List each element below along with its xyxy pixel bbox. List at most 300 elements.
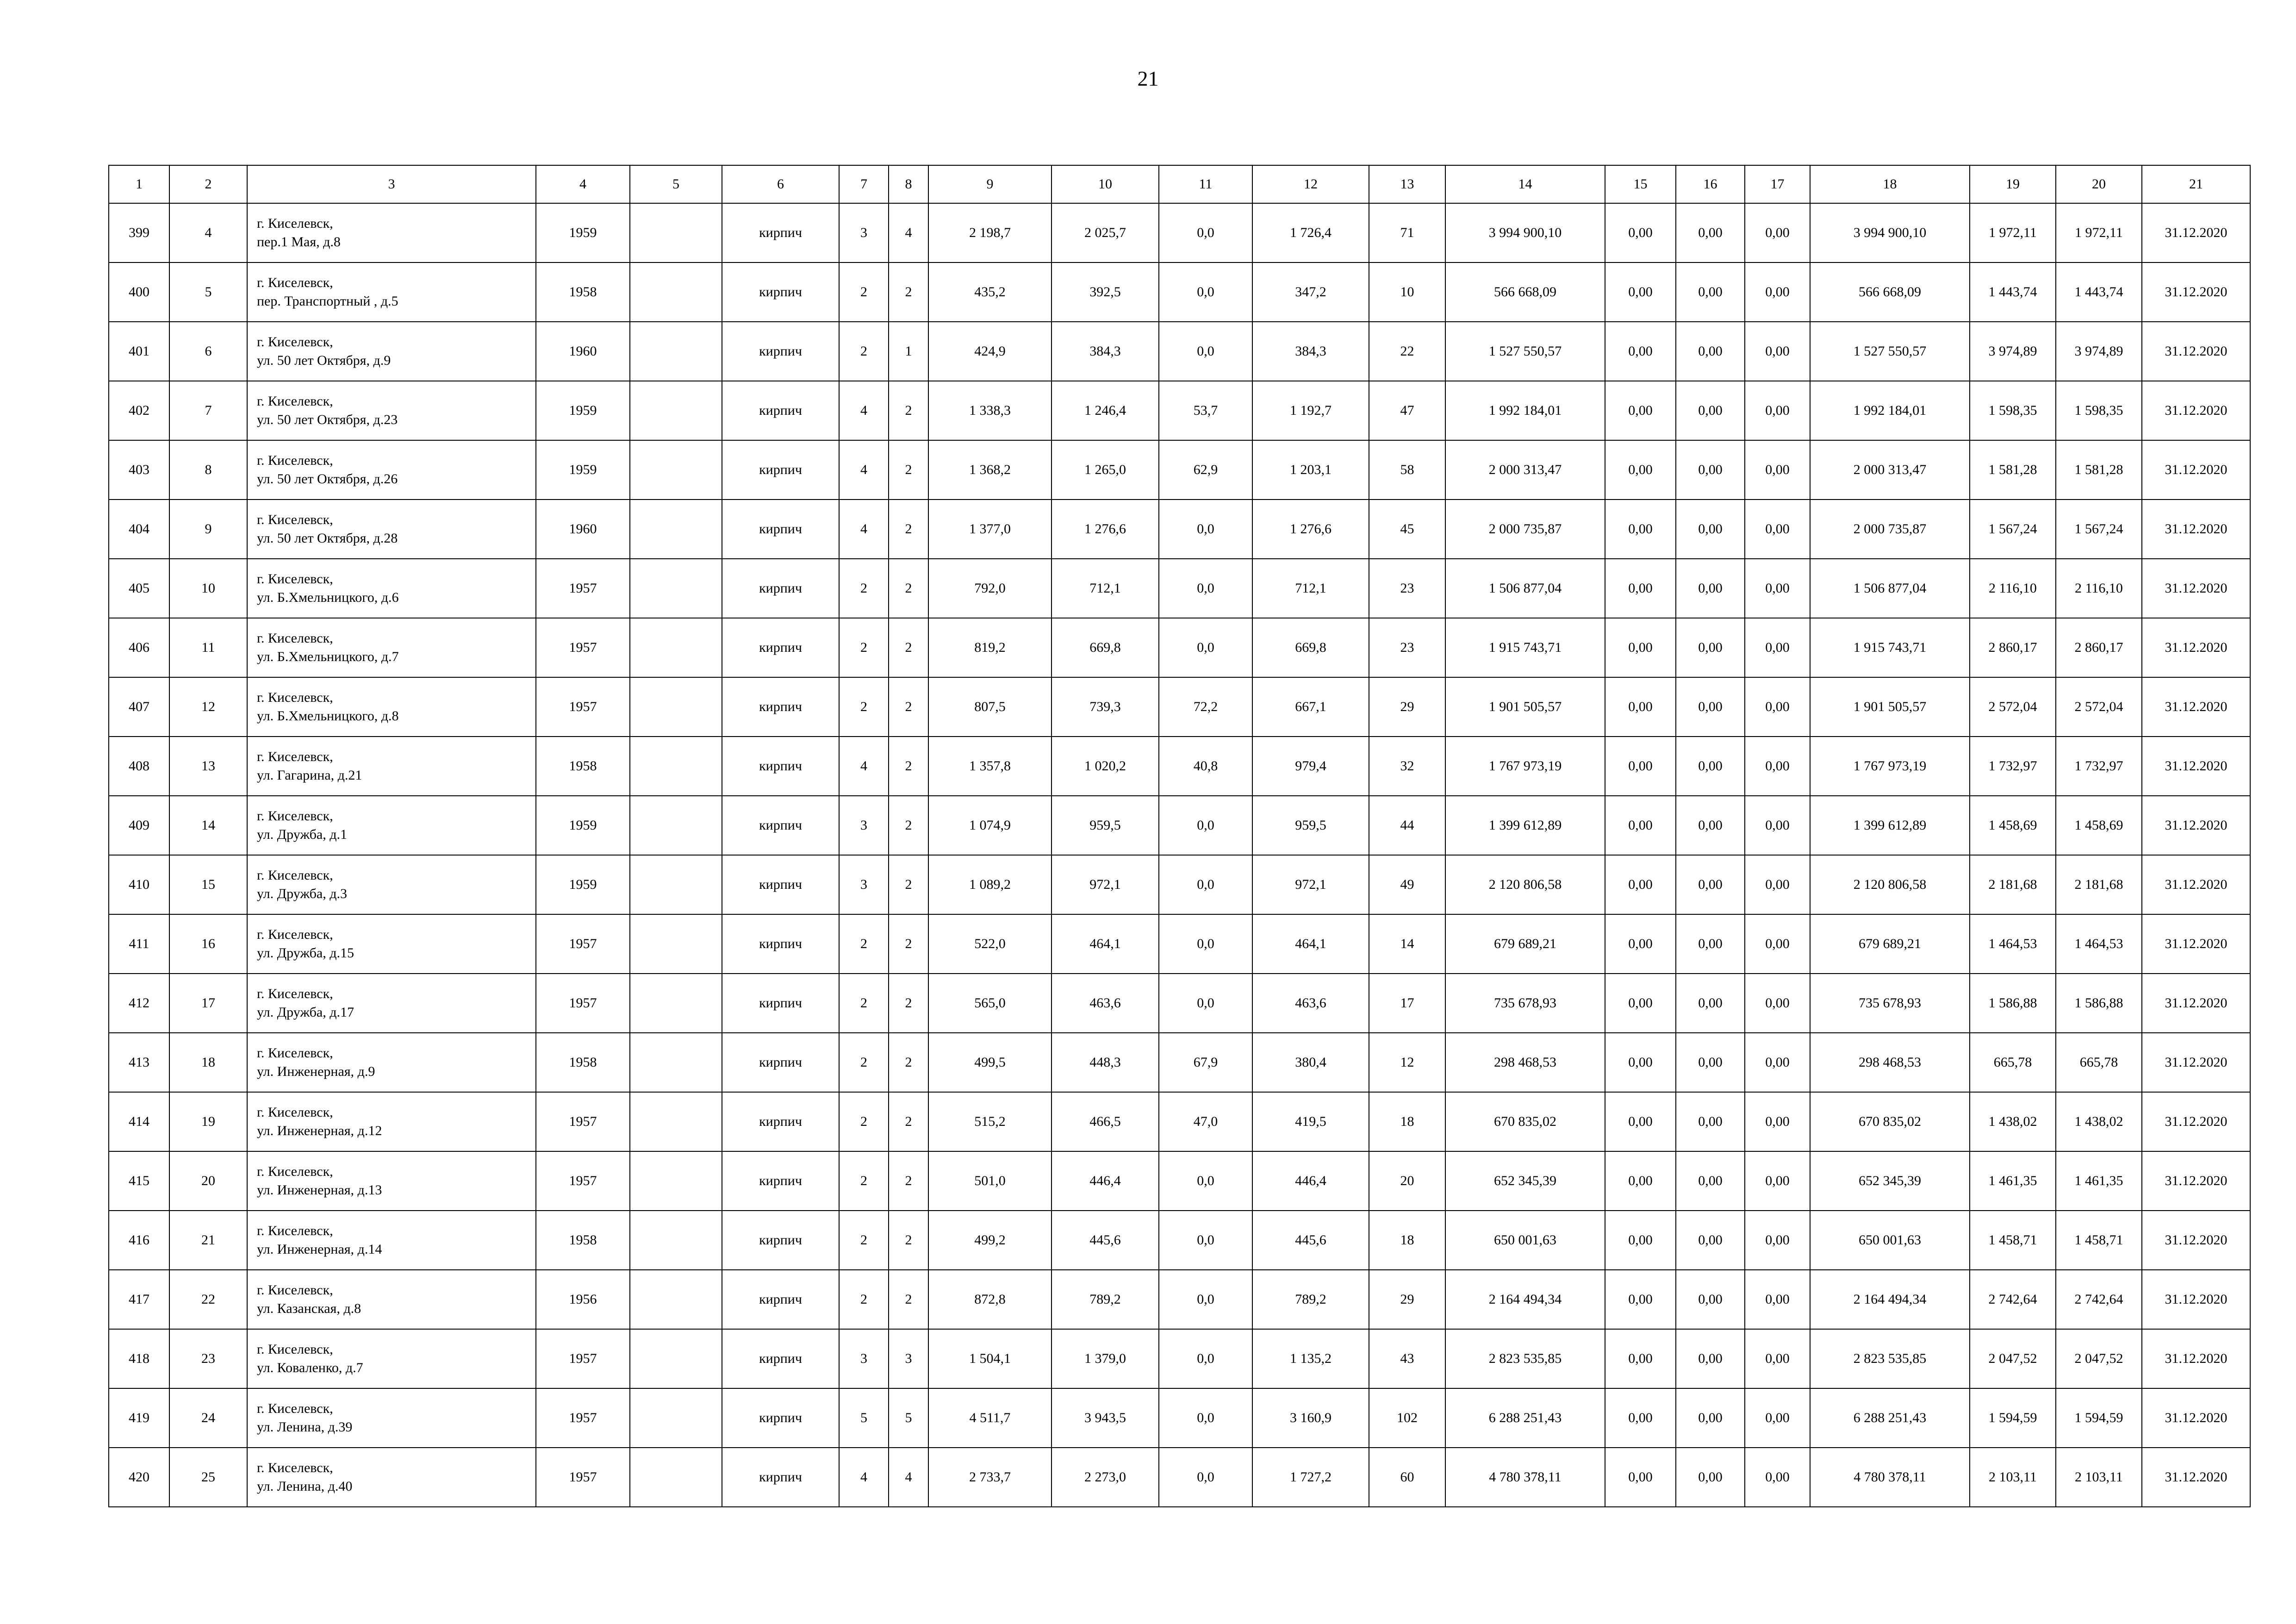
- cell-col-12: 1 726,4: [1252, 203, 1369, 262]
- cell-col-20: 1 443,74: [2056, 262, 2142, 322]
- cell-col-8: 2: [889, 381, 928, 440]
- cell-col-5: [630, 677, 722, 737]
- cell-col-15: 0,00: [1605, 1151, 1676, 1211]
- cell-col-11: 0,0: [1159, 1151, 1252, 1211]
- cell-col-10: 789,2: [1052, 1270, 1159, 1329]
- cell-col-19: 2 860,17: [1970, 618, 2056, 677]
- cell-col-2: 11: [169, 618, 247, 677]
- cell-col-2: 23: [169, 1329, 247, 1388]
- cell-col-5: [630, 1211, 722, 1270]
- cell-col-6: кирпич: [722, 677, 839, 737]
- cell-col-14: 2 120 806,58: [1445, 855, 1605, 914]
- cell-col-21: 31.12.2020: [2142, 1033, 2250, 1092]
- cell-col-12: 667,1: [1252, 677, 1369, 737]
- cell-col-6: кирпич: [722, 737, 839, 796]
- cell-col-12: 347,2: [1252, 262, 1369, 322]
- cell-col-5: [630, 914, 722, 974]
- column-header-18: 18: [1810, 165, 1970, 203]
- cell-col-20: 2 047,52: [2056, 1329, 2142, 1388]
- cell-col-5: [630, 737, 722, 796]
- cell-col-21: 31.12.2020: [2142, 1092, 2250, 1151]
- cell-col-7: 2: [839, 974, 889, 1033]
- cell-col-5: [630, 262, 722, 322]
- cell-col-19: 1 438,02: [1970, 1092, 2056, 1151]
- cell-col-16: 0,00: [1676, 1033, 1745, 1092]
- cell-col-1: 404: [109, 500, 169, 559]
- address-street: ул. Казанская, д.8: [257, 1301, 361, 1316]
- cell-col-16: 0,00: [1676, 440, 1745, 500]
- cell-col-15: 0,00: [1605, 381, 1676, 440]
- cell-col-4: 1957: [536, 559, 630, 618]
- address-cell: [247, 796, 536, 855]
- cell-col-15: 0,00: [1605, 1448, 1676, 1507]
- cell-col-11: 0,0: [1159, 974, 1252, 1033]
- cell-col-1: 414: [109, 1092, 169, 1151]
- address-street: ул. Инженерная, д.9: [257, 1064, 375, 1079]
- cell-col-14: 2 823 535,85: [1445, 1329, 1605, 1388]
- table-body: [109, 203, 2250, 1507]
- cell-col-7: 2: [839, 322, 889, 381]
- cell-col-20: 3 974,89: [2056, 322, 2142, 381]
- cell-col-14: 2 000 735,87: [1445, 500, 1605, 559]
- cell-col-15: 0,00: [1605, 796, 1676, 855]
- table-row: [109, 677, 2250, 737]
- cell-col-8: 2: [889, 914, 928, 974]
- cell-col-13: 18: [1369, 1211, 1445, 1270]
- address-city: г. Киселевск,: [257, 631, 333, 646]
- cell-col-14: 650 001,63: [1445, 1211, 1605, 1270]
- table-row: [109, 500, 2250, 559]
- cell-col-16: 0,00: [1676, 1211, 1745, 1270]
- cell-col-9: 499,5: [928, 1033, 1052, 1092]
- cell-col-1: 413: [109, 1033, 169, 1092]
- cell-col-11: 0,0: [1159, 203, 1252, 262]
- cell-col-21: 31.12.2020: [2142, 974, 2250, 1033]
- column-header-1: 1: [109, 165, 169, 203]
- cell-col-4: 1959: [536, 855, 630, 914]
- cell-col-1: 406: [109, 618, 169, 677]
- cell-col-2: 13: [169, 737, 247, 796]
- cell-col-20: 1 732,97: [2056, 737, 2142, 796]
- cell-col-15: 0,00: [1605, 559, 1676, 618]
- cell-col-6: кирпич: [722, 1211, 839, 1270]
- table-row: [109, 262, 2250, 322]
- cell-col-4: 1957: [536, 914, 630, 974]
- cell-col-11: 0,0: [1159, 855, 1252, 914]
- cell-col-1: 403: [109, 440, 169, 500]
- cell-col-18: 2 823 535,85: [1810, 1329, 1970, 1388]
- cell-col-2: 9: [169, 500, 247, 559]
- cell-col-14: 1 527 550,57: [1445, 322, 1605, 381]
- cell-col-14: 1 767 973,19: [1445, 737, 1605, 796]
- address-city: г. Киселевск,: [257, 808, 333, 824]
- cell-col-8: 3: [889, 1329, 928, 1388]
- cell-col-7: 2: [839, 1151, 889, 1211]
- cell-col-6: кирпич: [722, 262, 839, 322]
- cell-col-21: 31.12.2020: [2142, 322, 2250, 381]
- cell-col-14: 735 678,93: [1445, 974, 1605, 1033]
- cell-col-2: 5: [169, 262, 247, 322]
- cell-col-21: 31.12.2020: [2142, 1211, 2250, 1270]
- column-header-5: 5: [630, 165, 722, 203]
- cell-col-15: 0,00: [1605, 737, 1676, 796]
- cell-col-15: 0,00: [1605, 914, 1676, 974]
- cell-col-17: 0,00: [1745, 1151, 1810, 1211]
- cell-col-10: 448,3: [1052, 1033, 1159, 1092]
- cell-col-19: 2 047,52: [1970, 1329, 2056, 1388]
- column-header-12: 12: [1252, 165, 1369, 203]
- cell-col-6: кирпич: [722, 855, 839, 914]
- address-city: г. Киселевск,: [257, 868, 333, 883]
- cell-col-17: 0,00: [1745, 500, 1810, 559]
- cell-col-12: 712,1: [1252, 559, 1369, 618]
- cell-col-16: 0,00: [1676, 1092, 1745, 1151]
- cell-col-21: 31.12.2020: [2142, 440, 2250, 500]
- cell-col-18: 298 468,53: [1810, 1033, 1970, 1092]
- cell-col-15: 0,00: [1605, 677, 1676, 737]
- cell-col-5: [630, 1448, 722, 1507]
- cell-col-12: 464,1: [1252, 914, 1369, 974]
- cell-col-10: 466,5: [1052, 1092, 1159, 1151]
- address-city: г. Киселевск,: [257, 394, 333, 409]
- cell-col-4: 1957: [536, 974, 630, 1033]
- column-header-19: 19: [1970, 165, 2056, 203]
- cell-col-8: 2: [889, 1270, 928, 1329]
- address-city: г. Киселевск,: [257, 571, 333, 587]
- cell-col-12: 380,4: [1252, 1033, 1369, 1092]
- cell-col-15: 0,00: [1605, 1211, 1676, 1270]
- cell-col-10: 384,3: [1052, 322, 1159, 381]
- cell-col-15: 0,00: [1605, 1092, 1676, 1151]
- cell-col-14: 1 506 877,04: [1445, 559, 1605, 618]
- cell-col-6: кирпич: [722, 1092, 839, 1151]
- address-cell: [247, 1033, 536, 1092]
- housing-registry-table: [108, 165, 2251, 1507]
- address-cell: [247, 500, 536, 559]
- cell-col-17: 0,00: [1745, 203, 1810, 262]
- cell-col-9: 1 504,1: [928, 1329, 1052, 1388]
- cell-col-13: 10: [1369, 262, 1445, 322]
- cell-col-19: 1 443,74: [1970, 262, 2056, 322]
- cell-col-1: 415: [109, 1151, 169, 1211]
- cell-col-16: 0,00: [1676, 737, 1745, 796]
- address-cell: [247, 559, 536, 618]
- cell-col-13: 49: [1369, 855, 1445, 914]
- address-city: г. Киселевск,: [257, 690, 333, 705]
- address-street: ул. Б.Хмельницкого, д.8: [257, 708, 399, 724]
- cell-col-2: 8: [169, 440, 247, 500]
- cell-col-19: 1 586,88: [1970, 974, 2056, 1033]
- cell-col-19: 1 732,97: [1970, 737, 2056, 796]
- address-street: пер. Транспортный , д.5: [257, 294, 398, 309]
- table-row: [109, 737, 2250, 796]
- cell-col-13: 43: [1369, 1329, 1445, 1388]
- cell-col-8: 2: [889, 974, 928, 1033]
- cell-col-17: 0,00: [1745, 262, 1810, 322]
- address-cell: [247, 618, 536, 677]
- cell-col-9: 2 733,7: [928, 1448, 1052, 1507]
- cell-col-12: 1 727,2: [1252, 1448, 1369, 1507]
- cell-col-4: 1957: [536, 1388, 630, 1448]
- table-row: [109, 559, 2250, 618]
- cell-col-6: кирпич: [722, 203, 839, 262]
- cell-col-4: 1956: [536, 1270, 630, 1329]
- cell-col-17: 0,00: [1745, 1270, 1810, 1329]
- address-city: г. Киселевск,: [257, 1342, 333, 1357]
- cell-col-8: 2: [889, 1151, 928, 1211]
- cell-col-17: 0,00: [1745, 381, 1810, 440]
- cell-col-9: 807,5: [928, 677, 1052, 737]
- cell-col-1: 411: [109, 914, 169, 974]
- cell-col-1: 420: [109, 1448, 169, 1507]
- cell-col-13: 12: [1369, 1033, 1445, 1092]
- cell-col-2: 25: [169, 1448, 247, 1507]
- address-city: г. Киселевск,: [257, 512, 333, 527]
- column-header-13: 13: [1369, 165, 1445, 203]
- cell-col-17: 0,00: [1745, 559, 1810, 618]
- cell-col-10: 1 246,4: [1052, 381, 1159, 440]
- cell-col-14: 3 994 900,10: [1445, 203, 1605, 262]
- address-city: г. Киселевск,: [257, 1282, 333, 1298]
- cell-col-14: 6 288 251,43: [1445, 1388, 1605, 1448]
- cell-col-6: кирпич: [722, 1033, 839, 1092]
- cell-col-11: 0,0: [1159, 1448, 1252, 1507]
- cell-col-11: 0,0: [1159, 322, 1252, 381]
- address-cell: [247, 440, 536, 500]
- cell-col-11: 62,9: [1159, 440, 1252, 500]
- cell-col-2: 18: [169, 1033, 247, 1092]
- cell-col-8: 2: [889, 1033, 928, 1092]
- cell-col-18: 650 001,63: [1810, 1211, 1970, 1270]
- cell-col-20: 1 461,35: [2056, 1151, 2142, 1211]
- cell-col-21: 31.12.2020: [2142, 262, 2250, 322]
- cell-col-18: 2 000 313,47: [1810, 440, 1970, 500]
- column-header-9: 9: [928, 165, 1052, 203]
- cell-col-7: 2: [839, 1092, 889, 1151]
- cell-col-12: 979,4: [1252, 737, 1369, 796]
- cell-col-8: 4: [889, 1448, 928, 1507]
- cell-col-13: 29: [1369, 1270, 1445, 1329]
- address-cell: [247, 914, 536, 974]
- cell-col-1: 400: [109, 262, 169, 322]
- cell-col-15: 0,00: [1605, 974, 1676, 1033]
- cell-col-4: 1958: [536, 737, 630, 796]
- cell-col-7: 3: [839, 1329, 889, 1388]
- cell-col-10: 2 273,0: [1052, 1448, 1159, 1507]
- cell-col-9: 565,0: [928, 974, 1052, 1033]
- cell-col-11: 47,0: [1159, 1092, 1252, 1151]
- column-header-21: 21: [2142, 165, 2250, 203]
- address-street: ул. Инженерная, д.14: [257, 1242, 382, 1257]
- cell-col-1: 407: [109, 677, 169, 737]
- cell-col-14: 4 780 378,11: [1445, 1448, 1605, 1507]
- cell-col-15: 0,00: [1605, 618, 1676, 677]
- table-row: [109, 618, 2250, 677]
- cell-col-5: [630, 203, 722, 262]
- address-cell: [247, 974, 536, 1033]
- cell-col-19: 1 461,35: [1970, 1151, 2056, 1211]
- address-city: г. Киселевск,: [257, 1460, 333, 1475]
- cell-col-5: [630, 500, 722, 559]
- address-cell: [247, 1329, 536, 1388]
- cell-col-1: 410: [109, 855, 169, 914]
- cell-col-4: 1959: [536, 381, 630, 440]
- cell-col-9: 1 074,9: [928, 796, 1052, 855]
- cell-col-10: 464,1: [1052, 914, 1159, 974]
- cell-col-2: 15: [169, 855, 247, 914]
- cell-col-17: 0,00: [1745, 855, 1810, 914]
- table-row: [109, 974, 2250, 1033]
- cell-col-7: 4: [839, 1448, 889, 1507]
- cell-col-16: 0,00: [1676, 1388, 1745, 1448]
- cell-col-1: 401: [109, 322, 169, 381]
- table-row: [109, 440, 2250, 500]
- column-header-16: 16: [1676, 165, 1745, 203]
- cell-col-1: 399: [109, 203, 169, 262]
- cell-col-19: 1 567,24: [1970, 500, 2056, 559]
- cell-col-20: 1 586,88: [2056, 974, 2142, 1033]
- cell-col-17: 0,00: [1745, 1092, 1810, 1151]
- cell-col-11: 0,0: [1159, 1211, 1252, 1270]
- cell-col-10: 445,6: [1052, 1211, 1159, 1270]
- cell-col-18: 1 506 877,04: [1810, 559, 1970, 618]
- cell-col-19: 2 572,04: [1970, 677, 2056, 737]
- cell-col-12: 463,6: [1252, 974, 1369, 1033]
- cell-col-7: 2: [839, 1211, 889, 1270]
- column-header-17: 17: [1745, 165, 1810, 203]
- cell-col-11: 0,0: [1159, 1270, 1252, 1329]
- cell-col-12: 789,2: [1252, 1270, 1369, 1329]
- cell-col-7: 3: [839, 203, 889, 262]
- cell-col-21: 31.12.2020: [2142, 1151, 2250, 1211]
- address-street: ул. 50 лет Октября, д.23: [257, 412, 398, 427]
- cell-col-9: 499,2: [928, 1211, 1052, 1270]
- cell-col-13: 29: [1369, 677, 1445, 737]
- cell-col-9: 4 511,7: [928, 1388, 1052, 1448]
- cell-col-15: 0,00: [1605, 440, 1676, 500]
- cell-col-9: 1 338,3: [928, 381, 1052, 440]
- cell-col-20: 1 567,24: [2056, 500, 2142, 559]
- cell-col-15: 0,00: [1605, 262, 1676, 322]
- cell-col-7: 2: [839, 914, 889, 974]
- cell-col-21: 31.12.2020: [2142, 1388, 2250, 1448]
- cell-col-21: 31.12.2020: [2142, 855, 2250, 914]
- cell-col-9: 1 368,2: [928, 440, 1052, 500]
- address-cell: [247, 322, 536, 381]
- cell-col-19: 1 594,59: [1970, 1388, 2056, 1448]
- cell-col-11: 0,0: [1159, 796, 1252, 855]
- cell-col-19: 3 974,89: [1970, 322, 2056, 381]
- address-street: ул. Б.Хмельницкого, д.6: [257, 590, 399, 605]
- cell-col-21: 31.12.2020: [2142, 618, 2250, 677]
- address-street: ул. Гагарина, д.21: [257, 768, 362, 783]
- cell-col-16: 0,00: [1676, 618, 1745, 677]
- cell-col-16: 0,00: [1676, 796, 1745, 855]
- cell-col-1: 409: [109, 796, 169, 855]
- address-city: г. Киселевск,: [257, 1401, 333, 1416]
- cell-col-6: кирпич: [722, 559, 839, 618]
- cell-col-11: 0,0: [1159, 500, 1252, 559]
- address-city: г. Киселевск,: [257, 275, 333, 290]
- address-city: г. Киселевск,: [257, 1105, 333, 1120]
- cell-col-13: 20: [1369, 1151, 1445, 1211]
- cell-col-2: 16: [169, 914, 247, 974]
- address-city: г. Киселевск,: [257, 334, 333, 350]
- cell-col-17: 0,00: [1745, 677, 1810, 737]
- column-header-2: 2: [169, 165, 247, 203]
- cell-col-4: 1960: [536, 322, 630, 381]
- cell-col-19: 1 581,28: [1970, 440, 2056, 500]
- table-row: [109, 381, 2250, 440]
- cell-col-18: 2 120 806,58: [1810, 855, 1970, 914]
- cell-col-16: 0,00: [1676, 855, 1745, 914]
- cell-col-5: [630, 1033, 722, 1092]
- cell-col-10: 1 020,2: [1052, 737, 1159, 796]
- cell-col-21: 31.12.2020: [2142, 381, 2250, 440]
- cell-col-9: 792,0: [928, 559, 1052, 618]
- cell-col-11: 0,0: [1159, 262, 1252, 322]
- cell-col-11: 0,0: [1159, 1329, 1252, 1388]
- cell-col-5: [630, 440, 722, 500]
- cell-col-8: 2: [889, 500, 928, 559]
- cell-col-19: 1 458,69: [1970, 796, 2056, 855]
- cell-col-2: 12: [169, 677, 247, 737]
- cell-col-10: 959,5: [1052, 796, 1159, 855]
- cell-col-13: 102: [1369, 1388, 1445, 1448]
- cell-col-2: 7: [169, 381, 247, 440]
- cell-col-5: [630, 322, 722, 381]
- column-header-15: 15: [1605, 165, 1676, 203]
- cell-col-1: 412: [109, 974, 169, 1033]
- cell-col-21: 31.12.2020: [2142, 796, 2250, 855]
- cell-col-18: 1 915 743,71: [1810, 618, 1970, 677]
- cell-col-18: 735 678,93: [1810, 974, 1970, 1033]
- cell-col-19: 2 742,64: [1970, 1270, 2056, 1329]
- address-street: ул. 50 лет Октября, д.9: [257, 353, 391, 368]
- cell-col-11: 0,0: [1159, 1388, 1252, 1448]
- cell-col-9: 1 089,2: [928, 855, 1052, 914]
- cell-col-14: 298 468,53: [1445, 1033, 1605, 1092]
- cell-col-10: 1 379,0: [1052, 1329, 1159, 1388]
- cell-col-8: 2: [889, 559, 928, 618]
- cell-col-4: 1957: [536, 1329, 630, 1388]
- cell-col-21: 31.12.2020: [2142, 914, 2250, 974]
- cell-col-6: кирпич: [722, 322, 839, 381]
- cell-col-16: 0,00: [1676, 203, 1745, 262]
- cell-col-16: 0,00: [1676, 381, 1745, 440]
- cell-col-19: 1 598,35: [1970, 381, 2056, 440]
- cell-col-11: 0,0: [1159, 618, 1252, 677]
- cell-col-6: кирпич: [722, 914, 839, 974]
- address-city: г. Киселевск,: [257, 1164, 333, 1179]
- cell-col-9: 515,2: [928, 1092, 1052, 1151]
- cell-col-20: 2 742,64: [2056, 1270, 2142, 1329]
- cell-col-5: [630, 1329, 722, 1388]
- table-row: [109, 1448, 2250, 1507]
- cell-col-7: 2: [839, 1270, 889, 1329]
- cell-col-2: 19: [169, 1092, 247, 1151]
- cell-col-18: 1 767 973,19: [1810, 737, 1970, 796]
- cell-col-20: 1 458,71: [2056, 1211, 2142, 1270]
- address-street: ул. Ленина, д.39: [257, 1419, 353, 1435]
- cell-col-11: 40,8: [1159, 737, 1252, 796]
- cell-col-11: 72,2: [1159, 677, 1252, 737]
- cell-col-5: [630, 1270, 722, 1329]
- cell-col-13: 45: [1369, 500, 1445, 559]
- cell-col-4: 1959: [536, 440, 630, 500]
- cell-col-8: 2: [889, 440, 928, 500]
- cell-col-4: 1958: [536, 262, 630, 322]
